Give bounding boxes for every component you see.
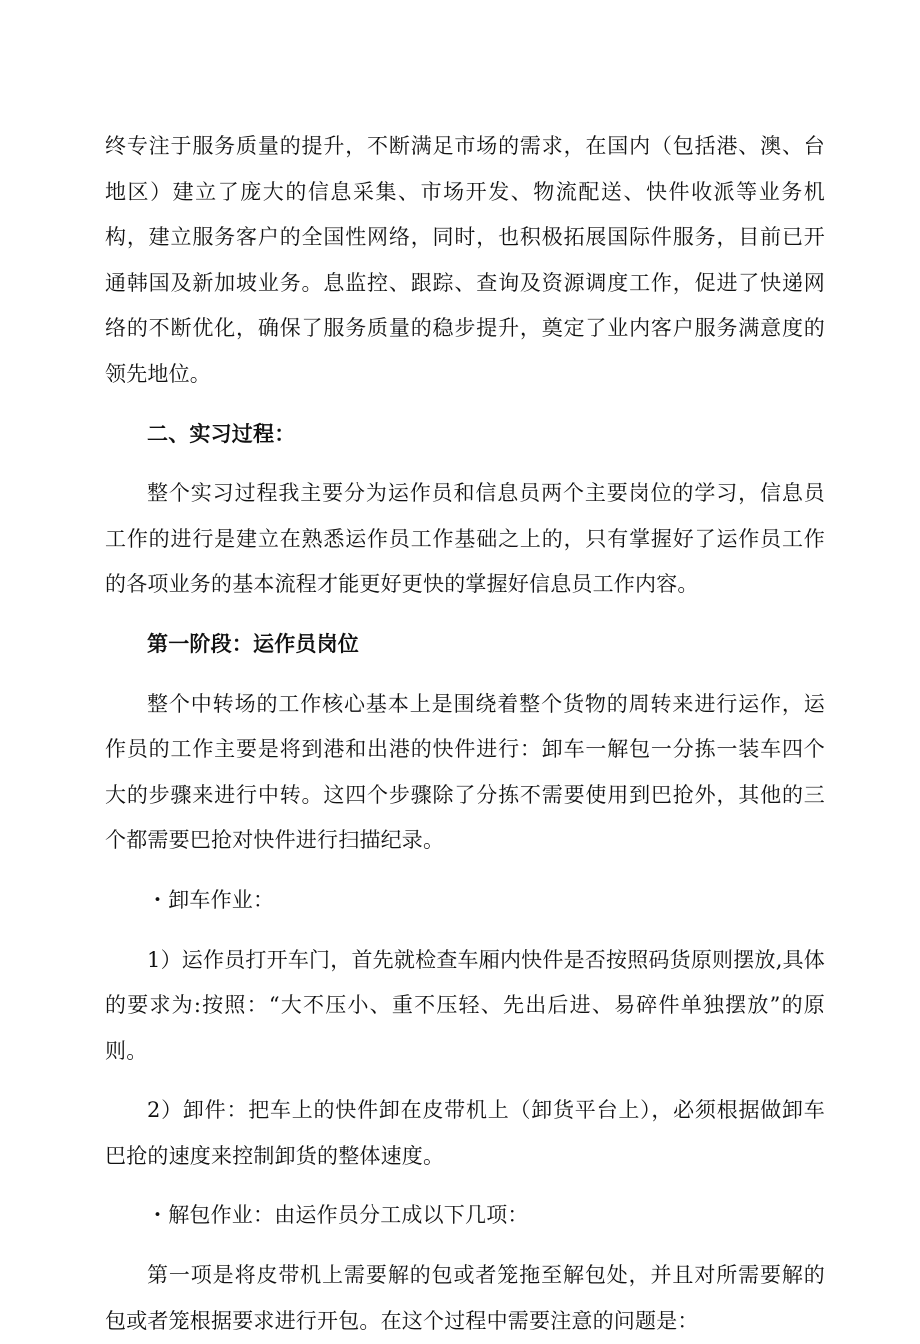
paragraph-gap	[105, 398, 825, 412]
paragraph-gap	[105, 457, 825, 471]
paragraph-internship-overview: 整个实习过程我主要分为运作员和信息员两个主要岗位的学习，信息员工作的进行是建立在熟悉运作员工作基础之上的，只有掌握好了运作员工作的各项业务的基本流程才能更好更快的掌握好信息员工作内容。	[105, 481, 825, 597]
section-heading-internship-process: 二、实习过程：	[147, 421, 296, 446]
list-item-unpacking: ・解包作业：由运作员分工成以下几项：	[147, 1203, 529, 1228]
paragraph-unloading-step-1: 1）运作员打开车门，首先就检查车厢内快件是否按照码货原则摆放,具体的要求为:按照：“大不压小、重不压轻、先出后进、易碎件单独摆放”的原则。	[105, 947, 825, 1063]
paragraph-unpacking-step-1: 第一项是将皮带机上需要解的包或者笼拖至解包处，并且对所需要解的包或者笼根据要求进行开包。在这个过程中需要注意的问题是：	[105, 1263, 825, 1333]
section-heading-stage-one: 第一阶段：运作员岗位	[147, 631, 359, 656]
paragraph-operations-core: 整个中转场的工作核心基本上是围绕着整个货物的周转来进行运作，运作员的工作主要是将到港和出港的快件进行：卸车一解包一分拣一装车四个大的步骤来进行中转。这四个步骤除了分拣不需要使用到巴抢外，其他的三个都需要巴抢对快件进行扫描纪录。	[105, 691, 825, 853]
document-body	[105, 124, 825, 1344]
paragraph-gap	[105, 1179, 825, 1193]
paragraph-continuation: 终专注于服务质量的提升，不断满足市场的需求，在国内（包括港、澳、台地区）建立了庞大的信息采集、市场开发、物流配送、快件收派等业务机构，建立服务客户的全国性网络，同时，也积极拓展国际件服务，目前已开通韩国及新加坡业务。息监控、跟踪、查询及资源调度工作，促进了快递网络的不断优化，确保了服务质量的稳步提升，奠定了业内客户服务满意度的领先地位。	[105, 134, 825, 386]
paragraph-gap	[105, 608, 825, 622]
paragraph-gap	[105, 924, 825, 938]
list-item-unloading: ・卸车作业：	[147, 887, 275, 912]
paragraph-gap	[105, 668, 825, 682]
paragraph-gap	[105, 1074, 825, 1088]
paragraph-unloading-step-2: 2）卸件：把车上的快件卸在皮带机上（卸货平台上），必须根据做卸车巴抢的速度来控制卸货的整体速度。	[105, 1098, 825, 1168]
paragraph-gap	[105, 864, 825, 878]
paragraph-gap	[105, 1239, 825, 1253]
